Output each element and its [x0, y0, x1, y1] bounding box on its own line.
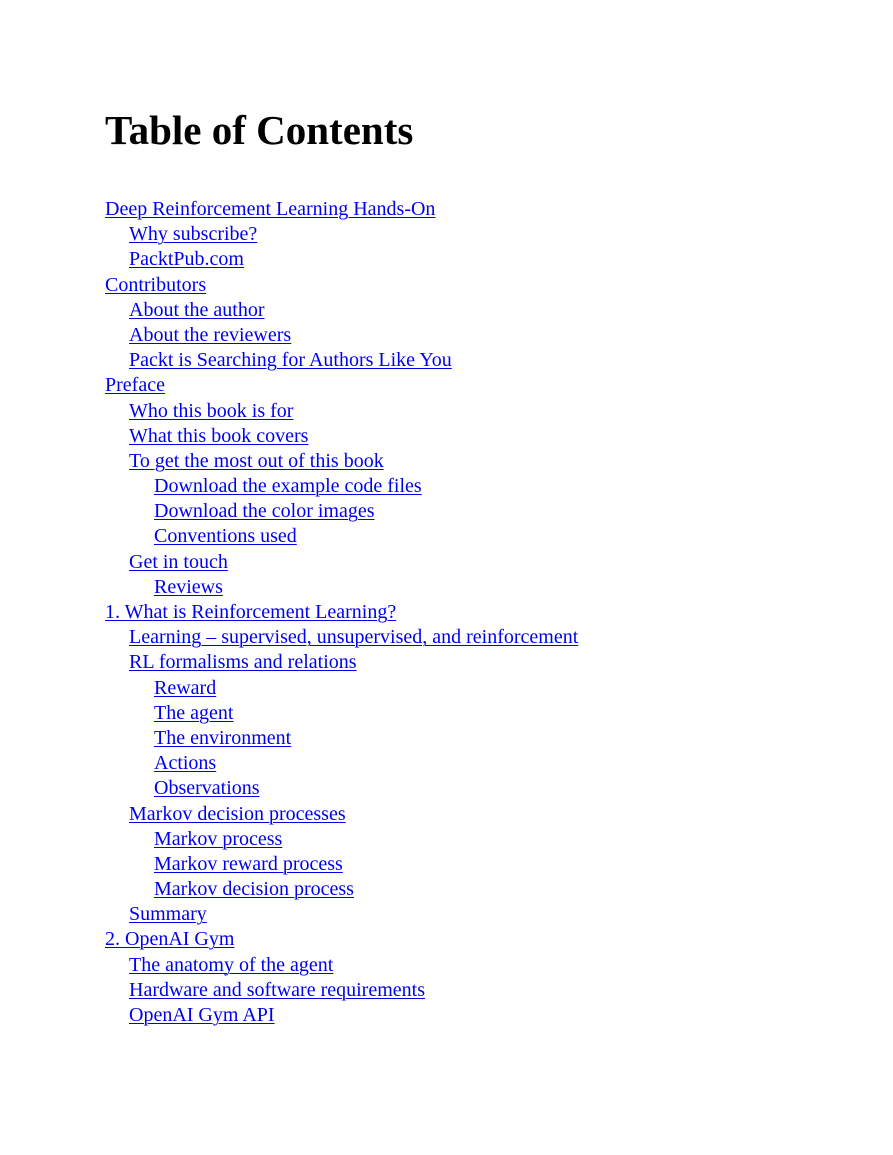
toc-entry: [105, 424, 578, 449]
toc-link[interactable]: RL formalisms and relations: [129, 651, 357, 674]
toc-entry: [105, 575, 578, 600]
toc-entry: [105, 323, 578, 348]
toc-link[interactable]: To get the most out of this book: [129, 449, 384, 472]
toc-entry: [105, 474, 578, 499]
toc-entry: [105, 247, 578, 272]
toc-link[interactable]: Get in touch: [129, 550, 228, 573]
toc-link[interactable]: Markov process: [154, 827, 283, 850]
toc-link[interactable]: Why subscribe?: [129, 223, 258, 246]
toc-entry: [105, 348, 578, 373]
toc-entry: [105, 625, 578, 650]
toc-entry: [105, 877, 578, 902]
toc-entry: [105, 827, 578, 852]
toc-link[interactable]: 1. What is Reinforcement Learning?: [105, 601, 397, 623]
toc-link[interactable]: About the author: [129, 298, 265, 321]
toc-entry: [105, 802, 578, 827]
toc-link[interactable]: Who this book is for: [129, 399, 294, 422]
toc-entry: [105, 197, 578, 222]
toc-link[interactable]: Markov decision process: [154, 878, 354, 901]
toc-entry: [105, 550, 578, 575]
toc-link[interactable]: Observations: [154, 777, 260, 800]
toc-link[interactable]: Learning – supervised, unsupervised, and reinforcement: [129, 626, 579, 649]
toc-link[interactable]: What this book covers: [129, 424, 309, 447]
toc-link[interactable]: The environment: [154, 726, 292, 749]
toc-entry: [105, 852, 578, 877]
toc-link[interactable]: The anatomy of the agent: [129, 953, 334, 976]
toc-entry: [105, 449, 578, 474]
toc-link[interactable]: Markov decision processes: [129, 802, 346, 825]
toc-entry: [105, 1003, 578, 1028]
toc-link[interactable]: Packt is Searching for Authors Like You: [129, 349, 452, 372]
toc-link[interactable]: 2. OpenAI Gym: [105, 928, 235, 951]
toc-link[interactable]: OpenAI Gym API: [129, 1004, 275, 1026]
toc-entry: [105, 524, 578, 549]
toc-link[interactable]: Conventions used: [154, 525, 297, 548]
toc-entry: [105, 726, 578, 751]
toc-link[interactable]: About the reviewers: [129, 323, 292, 346]
toc-list: [105, 197, 578, 1028]
toc-entry: [105, 298, 578, 323]
page-title: Table of Contents: [105, 107, 414, 153]
toc-entry: [105, 676, 578, 701]
toc-link[interactable]: Contributors: [105, 273, 207, 296]
toc-entry: [105, 373, 578, 398]
toc-link[interactable]: Reviews: [154, 575, 223, 598]
toc-link[interactable]: The agent: [154, 701, 234, 724]
toc-entry: [105, 499, 578, 524]
toc-page: [105, 106, 873, 1026]
toc-link[interactable]: Summary: [129, 903, 207, 926]
toc-link[interactable]: Markov reward process: [154, 852, 343, 875]
toc-link[interactable]: Download the color images: [154, 500, 375, 523]
toc-link[interactable]: Actions: [154, 752, 217, 775]
toc-entry: [105, 650, 578, 675]
toc-entry: [105, 600, 578, 625]
toc-link[interactable]: Download the example code files: [154, 475, 422, 498]
toc-entry: [105, 222, 578, 247]
toc-entry: [105, 902, 578, 927]
toc-link[interactable]: Preface: [105, 374, 165, 397]
toc-link[interactable]: PacktPub.com: [129, 248, 244, 271]
toc-entry: [105, 978, 578, 1003]
toc-link[interactable]: Reward: [154, 676, 217, 699]
toc-entry: [105, 927, 578, 952]
toc-entry: [105, 953, 578, 978]
toc-entry: [105, 701, 578, 726]
toc-entry: [105, 776, 578, 801]
toc-link[interactable]: Deep Reinforcement Learning Hands-On: [105, 198, 436, 220]
toc-entry: [105, 273, 578, 298]
toc-entry: [105, 751, 578, 776]
toc-entry: [105, 399, 578, 424]
toc-link[interactable]: Hardware and software requirements: [129, 978, 425, 1001]
